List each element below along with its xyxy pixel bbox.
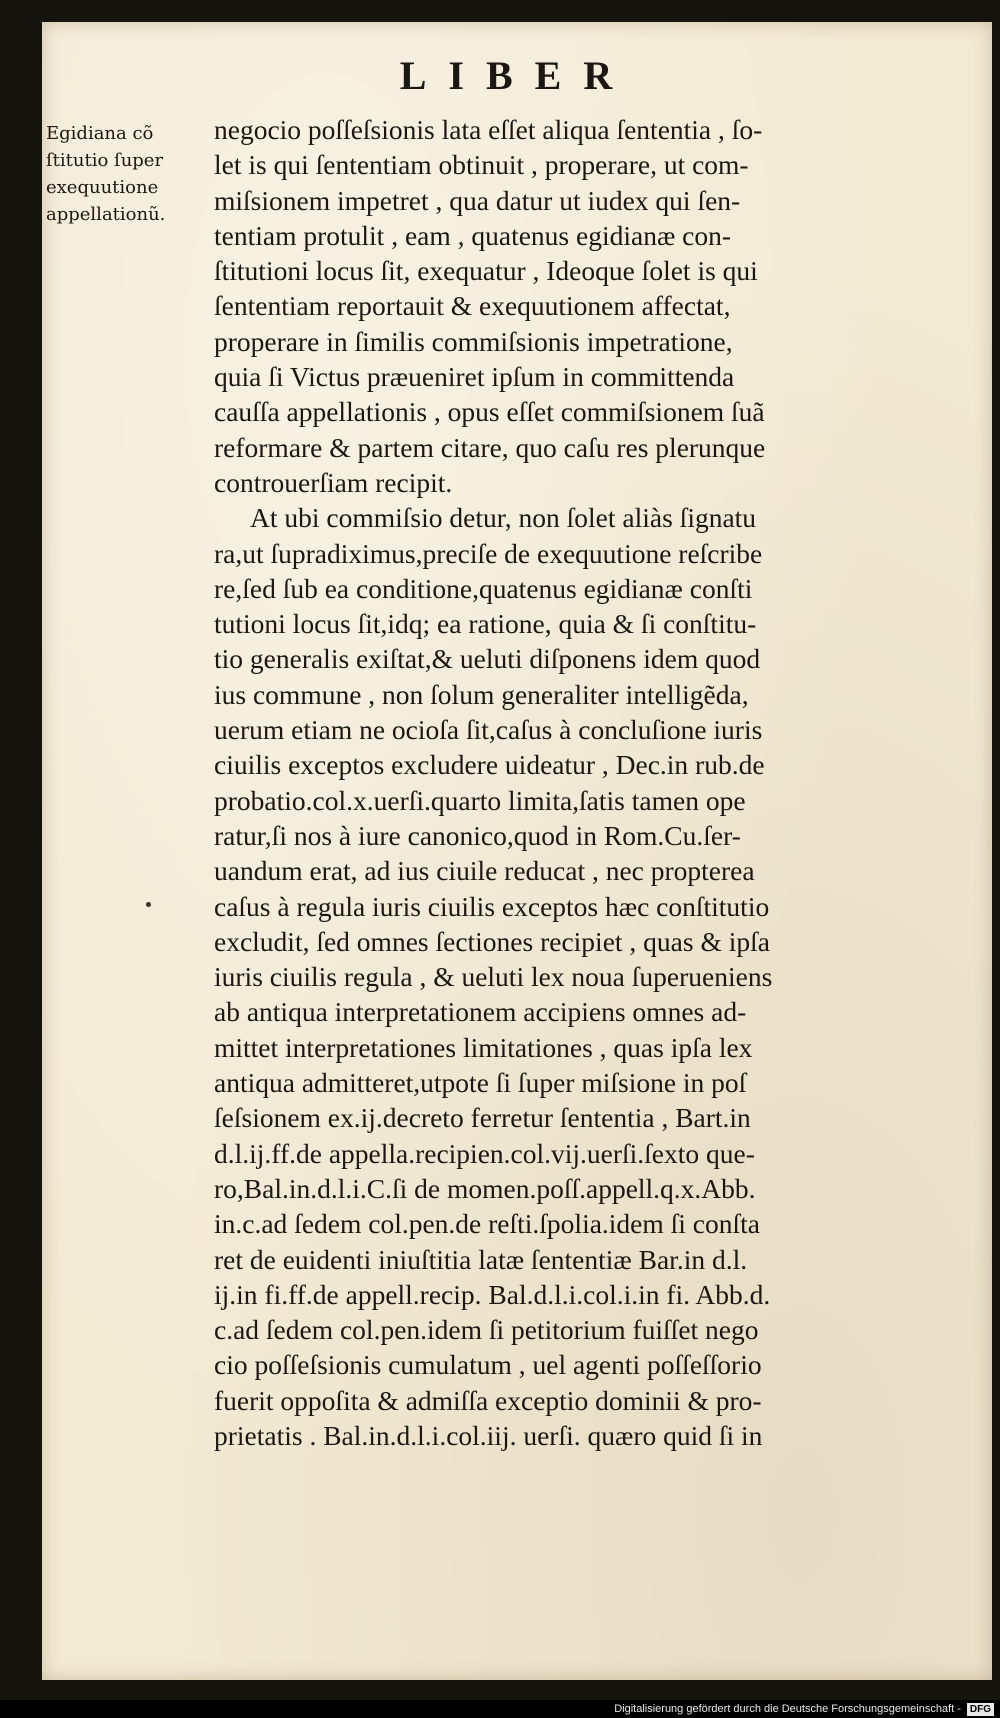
ink-speck xyxy=(146,902,151,907)
text-line: ij.in fi.ff.de appell.recip. Bal.d.l.i.col.i.in fi. Abb.d. xyxy=(214,1278,771,1310)
text-line: ſententiam reportauit & exequutionem affectat, xyxy=(214,290,731,322)
text-line: ra,ut ſupradiximus,preciſe de exequutione reſcribe xyxy=(214,537,763,569)
page-sheet xyxy=(42,22,992,1680)
text-line: ciuilis exceptos excludere uideatur , Dec.in rub.de xyxy=(214,749,765,781)
marginal-note xyxy=(46,120,206,228)
text-line: uandum erat, ad ius ciuile reducat , nec propterea xyxy=(214,855,755,887)
paragraph-start-line: At ubi commiſsio detur, non ſolet aliàs ſignatu xyxy=(250,502,757,534)
text-line: reformare & partem citare, quo caſu res plerunque xyxy=(214,431,766,463)
text-line: ret de euidenti iniuſtitia latæ ſententiæ Bar.in d.l. xyxy=(214,1243,748,1275)
digitization-footer xyxy=(0,1700,1000,1718)
text-line: caſus à regula iuris ciuilis exceptos hæc conſtitutio xyxy=(214,890,770,922)
text-line: uerum etiam ne ocioſa ſit,caſus à concluſione iuris xyxy=(214,714,763,746)
text-line: excludit, ſed omnes ſectiones recipiet , quas & ipſa xyxy=(214,925,770,957)
text-line: iuris ciuilis regula , & ueluti lex noua ſuperueniens xyxy=(214,961,773,993)
text-line: ab antiqua interpretationem accipiens omnes ad- xyxy=(214,996,747,1028)
marginal-note-line: exequutione xyxy=(46,177,159,198)
text-line: in.c.ad ſedem col.pen.de reſti.ſpolia.idem ſi conſta xyxy=(214,1208,760,1240)
text-line: tentiam protulit , eam , quatenus egidianæ con- xyxy=(214,219,732,251)
text-line: prietatis . Bal.in.d.l.i.col.iij. uerſi. quæro quid ſi in xyxy=(214,1419,763,1451)
marginal-note-line: appellationũ. xyxy=(46,204,166,225)
marginal-note-line: Egidiana cõ xyxy=(46,123,154,144)
dfg-logo-icon: DFG xyxy=(967,1703,994,1716)
text-line: quia ſi Victus præueniret ipſum in committenda xyxy=(214,361,735,393)
text-line: cauſſa appellationis , opus eſſet commiſsionem ſuã xyxy=(214,396,765,428)
marginal-note-line: ſtitutio ſuper xyxy=(46,150,164,171)
text-line: antiqua admitteret,utpote ſi ſuper miſsione in poſ xyxy=(214,1067,747,1099)
text-line: properare in ſimilis commiſsionis impetratione, xyxy=(214,325,733,357)
text-line: negocio poſſeſsionis lata eſſet aliqua ſententia , ſo- xyxy=(214,114,763,145)
text-line: ſeſsionem ex.ij.decreto ferretur ſententia , Bart.in xyxy=(214,1102,751,1134)
text-line: ratur,ſi nos à iure canonico,quod in Rom.Cu.ſer- xyxy=(214,819,741,851)
text-line: probatio.col.x.uerſi.quarto limita,ſatis tamen ope xyxy=(214,784,746,816)
footer-credit-text: Digitalisierung gefördert durch die Deutsche Forschungsgemeinschaft - xyxy=(614,1703,961,1715)
text-line: tutioni locus ſit,idq; ea ratione, quia & ſi conſtitu- xyxy=(214,608,757,640)
text-line: cio poſſeſsionis cumulatum , uel agenti poſſeſſorio xyxy=(214,1349,762,1381)
running-header: LIBER xyxy=(399,53,635,98)
text-line: fuerit oppoſita & admiſſa exceptio dominii & pro- xyxy=(214,1384,762,1416)
text-line: re,ſed ſub ea conditione,quatenus egidianæ conſti xyxy=(214,572,753,604)
text-line: let is qui ſententiam obtinuit , properare, ut com- xyxy=(214,149,749,181)
text-line: c.ad ſedem col.pen.idem ſi petitorium fuiſſet nego xyxy=(214,1314,759,1346)
text-line: ro,Bal.in.d.l.i.C.ſi de momen.poſſ.appell.q.x.Abb. xyxy=(214,1172,756,1204)
text-line: d.l.ij.ff.de appella.recipien.col.vij.uerſi.ſexto que- xyxy=(214,1137,755,1169)
text-line: ius commune , non ſolum generaliter intelligẽda, xyxy=(214,678,749,710)
text-line: tio generalis exiſtat,& ueluti diſponens idem quod xyxy=(214,643,761,675)
text-line: mittet interpretationes limitationes , quas ipſa lex xyxy=(214,1031,753,1063)
text-line: miſsionem impetret , qua datur ut iudex qui ſen- xyxy=(214,184,741,216)
text-line: ſtitutioni locus ſit, exequatur , Ideoque ſolet is qui xyxy=(214,255,758,287)
body-text xyxy=(214,112,969,1453)
text-line: controuerſiam recipit. xyxy=(214,466,453,498)
